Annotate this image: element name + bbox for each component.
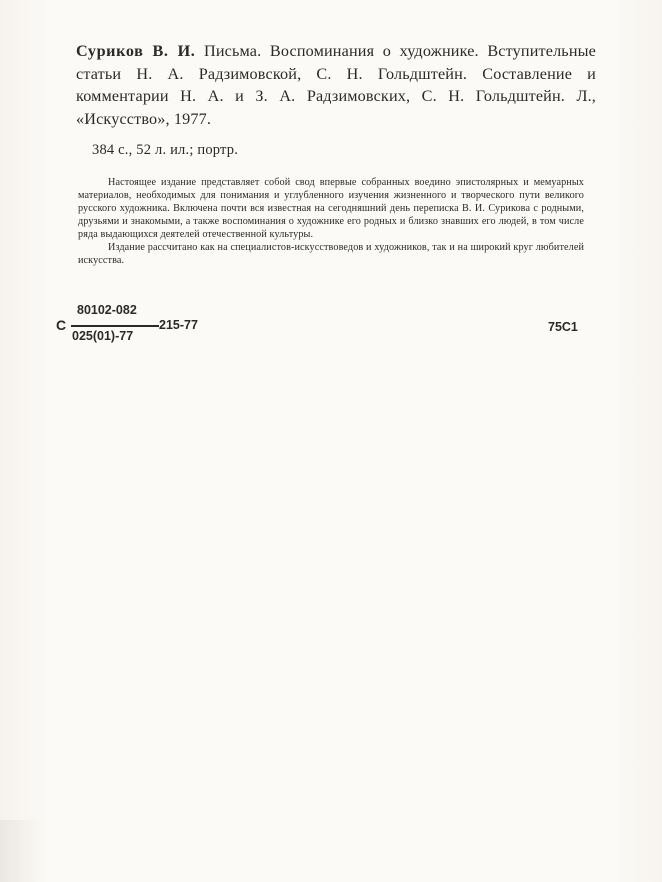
fraction-line	[71, 325, 159, 327]
index-code-denominator: 025(01)-77	[72, 329, 134, 343]
classification-code: 75С1	[548, 320, 578, 334]
annotation-paragraph: Издание рассчитано как на специалистов-искусствоведов и художников, так и на широкий круг любителей искусства.	[78, 242, 584, 266]
annotation	[78, 176, 584, 267]
bibliographic-record	[76, 40, 596, 130]
index-code-suffix: 215-77	[159, 318, 198, 332]
page-edge-shadow	[0, 820, 40, 882]
author-name: Суриков В. И.	[76, 42, 196, 60]
index-code-letter: С	[56, 317, 67, 333]
index-code-numerator: 80102-082	[77, 303, 137, 317]
bibliographic-description: Письма. Воспоминания о художнике. Вступительные статьи Н. А. Радзимовской, С. Н. Гольдштейн. Составление и комментарии Н. А. и З. А. Радзимовских, С. Н. Гольдштейн. Л., «Искусство», 1977.	[76, 42, 596, 128]
annotation-paragraph: Настоящее издание представляет собой свод впервые собранных воедино эпистолярных и мемуарных материалов, необходимых для понимания и углубленного изучения жизненного и творческого пути великого русского художника. Включена почти вся известная на сегодняшний день переписка В. И. Сурикова с родными, друзьями и знакомыми, а также воспоминания о художнике его родных и близко знавших его людей, в том числе ряда выдающихся деятелей отечественной культуры.	[78, 177, 584, 240]
physical-description: 384 с., 52 л. ил.; портр.	[92, 142, 239, 158]
